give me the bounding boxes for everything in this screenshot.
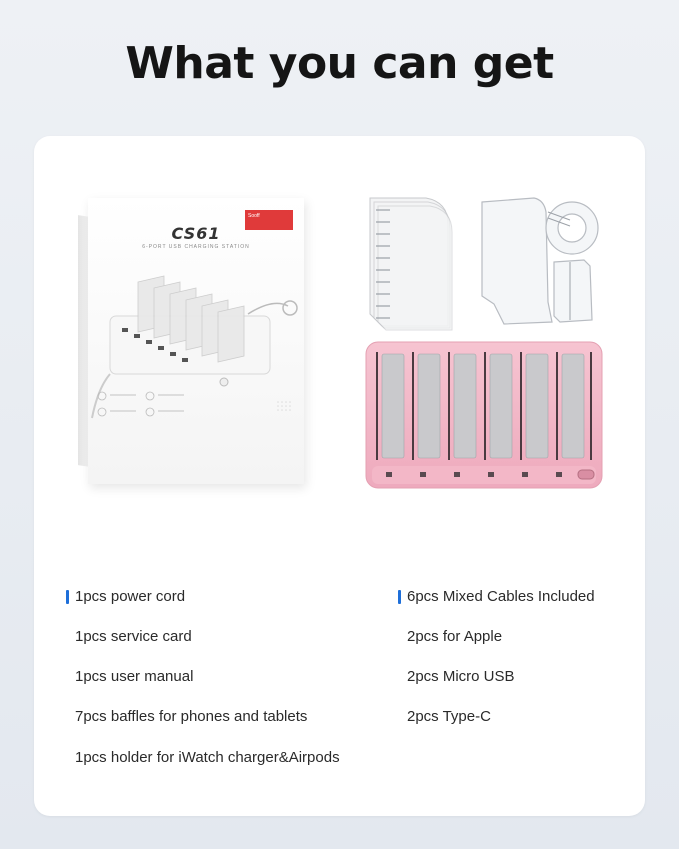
list-item-power-cord: 1pcs power cord: [75, 588, 186, 605]
list-item-user-manual: 1pcs user manual: [75, 668, 194, 685]
list-item-service-card: 1pcs service card: [75, 628, 192, 645]
list-item-micro-usb-cables: 2pcs Micro USB: [407, 668, 515, 685]
product-box: [88, 198, 304, 484]
list-item-holder: 1pcs holder for iWatch charger&Airpods: [75, 749, 340, 766]
box-subtitle: 6-PORT USB CHARGING STATION: [142, 244, 250, 250]
box-product-illustration: [88, 198, 304, 484]
list-item-baffles: 7pcs baffles for phones and tablets: [75, 708, 308, 725]
box-model: CS61: [171, 224, 221, 243]
pink-charging-station-image: [364, 340, 604, 492]
list-item-mixed-cables: 6pcs Mixed Cables Included: [407, 588, 595, 605]
contents-card: [34, 136, 645, 816]
box-brand: Sooff: [248, 213, 260, 219]
baffles-stack-image: [366, 194, 456, 334]
watch-airpods-holder-image: [474, 192, 604, 332]
list-item-apple-cables: 2pcs for Apple: [407, 628, 503, 645]
page-title: What you can get: [125, 38, 554, 89]
list-item-type-c-cables: 2pcs Type-C: [407, 708, 491, 725]
right-list-accent-bar: [398, 590, 401, 604]
left-list-accent-bar: [66, 590, 69, 604]
